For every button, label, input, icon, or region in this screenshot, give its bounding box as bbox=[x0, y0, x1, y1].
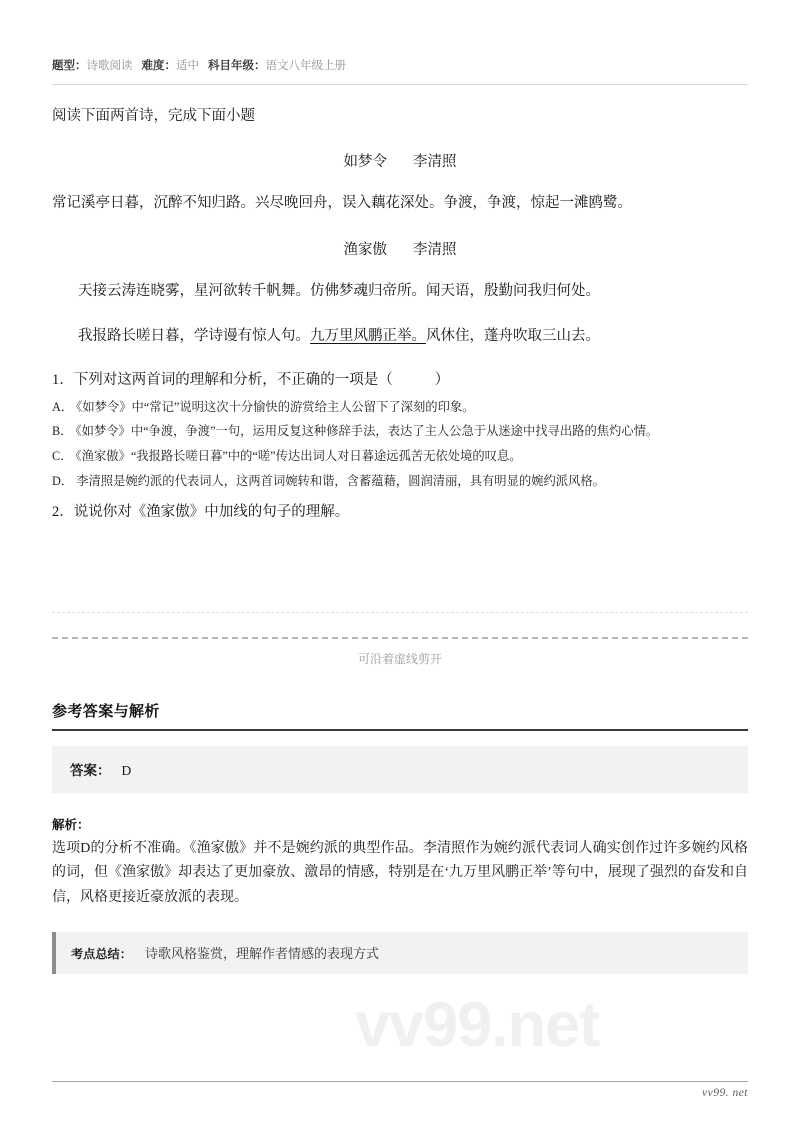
poem-tune-2: 渔家傲 bbox=[343, 242, 387, 259]
poem-line-2-2 bbox=[52, 324, 748, 349]
header-divider bbox=[52, 84, 748, 85]
poem-tune-1: 如梦令 bbox=[343, 154, 387, 171]
meta-difficulty-label: 难度： bbox=[141, 60, 176, 72]
poem-line-2-1: 天接云涛连晓雾，星河欲转千帆舞。仿佛梦魂归帝所。闻天语，殷勤问我归何处。 bbox=[78, 283, 600, 300]
poem-underlined-phrase: 九万里风鹏正举。 bbox=[310, 327, 426, 344]
poem-author-2: 李清照 bbox=[413, 242, 457, 259]
analysis-label: 解析： bbox=[52, 818, 90, 833]
answer-value: D bbox=[121, 763, 132, 779]
option-a-text: 《如梦令》中“常记”说明这次十分愉快的游赏给主人公留下了深刻的印象。 bbox=[76, 399, 475, 414]
answer-box bbox=[52, 746, 748, 793]
keypoint-value: 诗歌风格鉴赏，理解作者情感的表现方式 bbox=[144, 945, 379, 961]
cut-instruction: 可沿着虚线剪开 bbox=[357, 652, 442, 667]
footer-divider bbox=[52, 1081, 748, 1082]
footer-site: vv99. net bbox=[701, 1087, 748, 1099]
keypoint-label: 考点总结： bbox=[71, 946, 132, 961]
dashed-cut-line bbox=[52, 637, 748, 639]
question-1-paren-close: ） bbox=[434, 372, 450, 389]
question-2-stem bbox=[52, 501, 748, 524]
question-2-number: 2． bbox=[52, 504, 74, 521]
answer-section-heading: 参考答案与解析 bbox=[52, 703, 160, 721]
poem-author-1: 李清照 bbox=[413, 154, 457, 171]
poem-line-2-2-post: 风休住，蓬舟吹取三山去。 bbox=[426, 327, 600, 344]
poem-line-2-2-pre: 我报路长嗟日暮，学诗谩有惊人句。 bbox=[78, 327, 310, 344]
poem-title-1 bbox=[52, 150, 748, 171]
question-lead: 阅读下面两首诗，完成下面小题 bbox=[52, 108, 255, 125]
meta-difficulty-value: 适中 bbox=[176, 60, 199, 72]
keypoint-box bbox=[52, 932, 748, 974]
option-a-letter: A． bbox=[52, 399, 74, 414]
meta-subject-value: 语文八年级上册 bbox=[265, 60, 346, 72]
option-b-text: 《如梦令》中“争渡，争渡”一句，运用反复这种修辞手法，表达了主人公急于从迷途中找寻出路的焦灼心情。 bbox=[75, 424, 659, 439]
option-c-text: 《渔家傲》“我报路长嗟日暮”中的“嗟”传达出词人对日暮途远孤苦无依处境的叹息。 bbox=[75, 449, 522, 464]
meta-subject-label: 科目年级： bbox=[208, 60, 266, 72]
question-1-stem bbox=[52, 369, 748, 392]
meta-type-value: 诗歌阅读 bbox=[86, 60, 133, 72]
poem-title-2 bbox=[52, 238, 748, 259]
option-c-letter: C． bbox=[52, 449, 73, 464]
dashed-line-fine bbox=[52, 612, 748, 613]
question-1-text: 下列对这两首词的理解和分析，不正确的一项是（ bbox=[73, 372, 393, 389]
option-d-text: 李清照是婉约派的代表词人，这两首词婉转和谐，含蓄蕴藉，圆润清丽，具有明显的婉约派风格。 bbox=[76, 474, 605, 489]
option-c[interactable] bbox=[52, 447, 748, 467]
option-b[interactable] bbox=[52, 422, 748, 442]
option-a[interactable] bbox=[52, 398, 748, 418]
question-2-text: 说说你对《渔家傲》中加线的句子的理解。 bbox=[73, 504, 350, 521]
analysis-text: 选项D的分析不准确。《渔家傲》并不是婉约派的典型作品。李清照作为婉约派代表词人确实创作过许多婉约风格的词，但《渔家傲》却表达了更加豪放、激昂的情感，特别是在‘九万里风鹏正举’等句中，展现了强烈的奋发和自信，风格更接近豪放派的表现。 bbox=[52, 841, 748, 905]
meta-type-label: 题型： bbox=[52, 60, 87, 72]
document-meta-header bbox=[52, 0, 748, 75]
option-b-letter: B． bbox=[52, 424, 73, 439]
cut-zone bbox=[52, 612, 748, 667]
question-1-number: 1． bbox=[52, 372, 74, 389]
option-d[interactable] bbox=[52, 472, 748, 492]
page-footer bbox=[52, 1081, 748, 1099]
site-watermark: vv99.net bbox=[355, 990, 600, 1060]
answer-section-divider bbox=[52, 729, 748, 731]
option-d-letter: D． bbox=[52, 474, 74, 489]
answer-label: 答案： bbox=[70, 763, 111, 779]
poem-line-1-1: 常记溪亭日暮，沉醉不知归路。兴尽晚回舟，误入藕花深处。争渡，争渡，惊起一滩鸥鹭。 bbox=[52, 195, 632, 212]
